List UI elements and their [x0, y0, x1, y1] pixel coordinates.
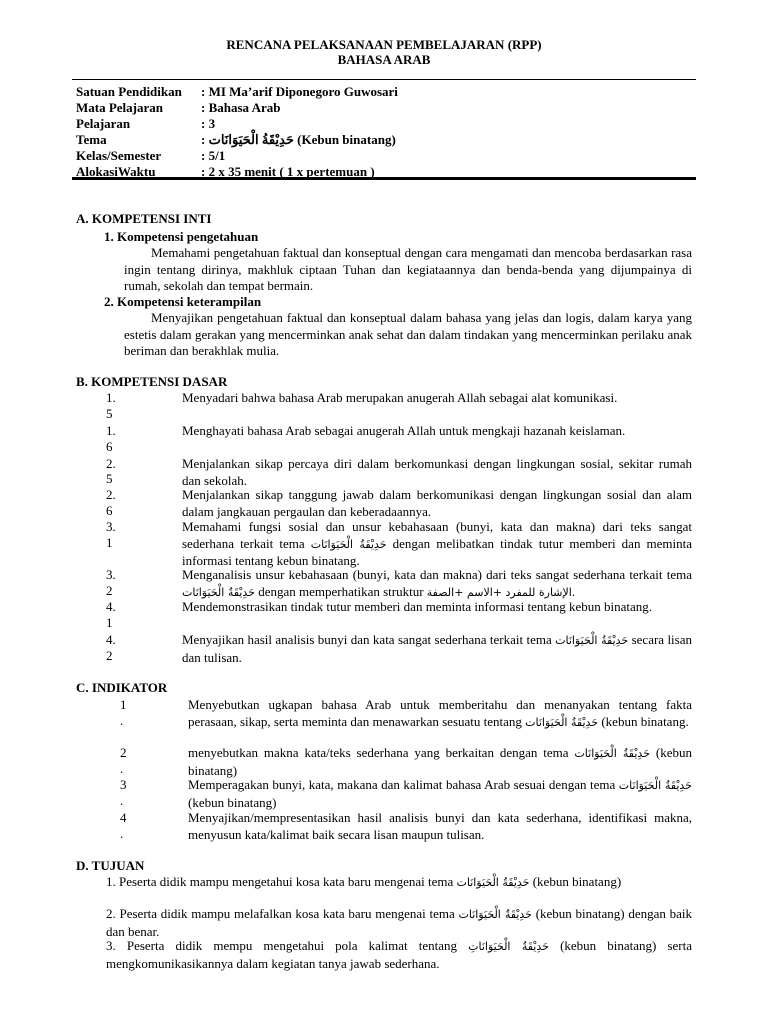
- arabic-theme: حَدِيْقَةُ الْحَيَوَانَات: [456, 876, 530, 889]
- kd-number: 6: [106, 439, 113, 454]
- arabic-theme: حَدِيْقَةُ الْحَيَوَانَات: [555, 634, 629, 647]
- goal-item: 1. Peserta didik mampu mengetahui kosa kata baru mengenai tema حَدِيْقَةُ الْحَيَوَانَات (kebun binatang): [106, 874, 622, 889]
- info-label: Kelas/Semester: [76, 148, 162, 163]
- indicator-number: 3: [120, 777, 127, 792]
- kd-number: 2.: [106, 456, 116, 471]
- kd-item: Menganalisis unsur kebahasaan (bunyi, kata dan makna) dari teks sangat sederhana terkait tema حَدِيْقَةُ الْحَيَوَانَات dengan memperhatikan struktur الإشارة للمفرد +الاسم +الصفة.: [182, 567, 692, 599]
- indicator-number: 4: [120, 810, 127, 825]
- goal-item: 3. Peserta didik mempu mengetahui pola kalimat tentang حَدِيْقَةُ الْحَيَوَانَاتِ (kebun binatang) serta mengkomunikasikannya dalam kegiatan tanya jawab sederhana.: [106, 938, 693, 971]
- kd-item: Menghayati bahasa Arab sebagai anugerah Allah untuk mengkaji hazanah keislaman.: [182, 423, 626, 438]
- info-value: : Bahasa Arab: [201, 100, 281, 115]
- indicator-item: menyebutkan makna kata/teks sederhana yang berkaitan dengan tema حَدِيْقَةُ الْحَيَوَانَات (kebun binatang): [188, 745, 692, 778]
- arabic-theme: حَدِيْقَةُ الْحَيَوَانَات: [574, 747, 650, 760]
- indicator-item: Menyebutkan ugkapan bahasa Arab untuk memberitahu dan menanyakan tentang fakta perasaan, sikap, serta meminta dan menawarkan sesuatu tentang حَدِيْقَةُ الْحَيَوَانَات (kebun binatang.: [188, 697, 692, 729]
- info-value: : 5/1: [201, 148, 226, 163]
- kd-number: 2: [106, 583, 113, 598]
- document-title: RENCANA PELAKSANAAN PEMBELAJARAN (RPP): [226, 37, 542, 52]
- arabic-theme: حَدِيْقَةُ الْحَيَوَانَات: [182, 585, 255, 599]
- kd-number: 1.: [106, 423, 116, 438]
- indicator-number: .: [120, 826, 124, 841]
- kd-item: Menjalankan sikap tanggung jawab dalam berkomunikasi dengan lingkungan sosial dan alam dalam jangkauan pergaulan dan keberadaannya.: [182, 487, 692, 519]
- info-value: : MI Ma’arif Diponegoro Guwosari: [201, 84, 398, 99]
- section-heading-kd: B. KOMPETENSI DASAR: [76, 374, 228, 389]
- kd-number: 1.: [106, 390, 116, 405]
- kd-number: 1: [106, 615, 113, 630]
- indicator-item: Memperagakan bunyi, kata, makana dan kalimat bahasa Arab sesuai dengan tema حَدِيْقَةُ الْحَيَوَانَات (kebun binatang): [188, 777, 693, 810]
- document-subtitle: BAHASA ARAB: [337, 52, 431, 67]
- ki-knowledge-text: Memahami pengetahuan faktual dan konseptual dengan cara mengamati dan mencoba berdasarkan rasa ingin tentang dirinya, makhluk ciptaan Tuhan dan kegiataannya dan benda-benda yang dijumpainya di rumah, sekolah dan tempat bermain.: [124, 245, 692, 293]
- kd-number: 3.: [106, 567, 116, 582]
- indicator-number: .: [120, 761, 124, 776]
- info-value: : 3: [201, 116, 216, 131]
- kd-number: 4.: [106, 599, 116, 614]
- kd-item: Memahami fungsi sosial dan unsur kebahasaan (bunyi, kata dan makna) dari teks sangat sederhana terkait tema حَدِيْقَةُ الْحَيَوَانَات dengan melibatkan tindak tutur memberi dan meminta informasi tentang kebun binatang.: [182, 519, 693, 568]
- arabic-theme: حَدِيْقَةُ الْحَيَوَانَات: [618, 779, 693, 792]
- section-heading-tujuan: D. TUJUAN: [76, 858, 145, 873]
- arabic-theme: حَدِيْقَةُ الْحَيَوَانَات: [310, 537, 387, 551]
- info-label: AlokasiWaktu: [76, 164, 156, 179]
- ki-knowledge-title: 1. Kompetensi pengetahuan: [104, 229, 259, 244]
- section-heading-indikator: C. INDIKATOR: [76, 680, 168, 695]
- kd-item: Menyajikan hasil analisis bunyi dan kata sangat sederhana terkait tema حَدِيْقَةُ الْحَيَوَانَات secara lisan dan tulisan.: [182, 632, 692, 665]
- arabic-structure: الإشارة للمفرد +الاسم +الصفة: [426, 585, 572, 599]
- top-rule: [72, 79, 696, 80]
- info-label: Satuan Pendidikan: [76, 84, 182, 99]
- kd-item: Mendemonstrasikan tindak tutur memberi dan meminta informasi tentang kebun binatang.: [182, 599, 653, 614]
- kd-number: 6: [106, 503, 113, 518]
- indicator-number: .: [120, 793, 124, 808]
- kd-item: Menyadari bahwa bahasa Arab merupakan anugerah Allah sebagai alat komunikasi.: [182, 390, 618, 405]
- ki-skill-text: Menyajikan pengetahuan faktual dan konseptual dalam bahasa yang jelas dan logis, dalam karya yang estetis dalam gerakan yang mencerminkan anak sehat dan dalam tindakan yang mencerminkan perilaku anak beriman dan berakhlak mulia.: [124, 310, 692, 358]
- info-label: Pelajaran: [76, 116, 131, 131]
- info-value: : حَدِيْقَةُ الْحَيَوَانَات (Kebun binatang): [201, 132, 396, 147]
- kd-number: 5: [106, 406, 113, 421]
- kd-number: 5: [106, 471, 113, 486]
- kd-number: 4.: [106, 632, 116, 647]
- indicator-item: Menyajikan/mempresentasikan hasil analisis bunyi dan kata sederhana, identifikasi makna, menyusun kata/kalimat baik secara lisan maupun tulisan.: [188, 810, 692, 842]
- arabic-theme: حَدِيْقَةُ الْحَيَوَانَات: [458, 908, 532, 921]
- info-label: Tema: [76, 132, 107, 147]
- kd-number: 2.: [106, 487, 116, 502]
- arabic-theme: حَدِيْقَةُ الْحَيَوَانَات: [525, 715, 599, 729]
- kd-number: 2: [106, 648, 113, 663]
- section-heading-ki: A. KOMPETENSI INTI: [76, 211, 212, 226]
- indicator-number: .: [120, 713, 124, 728]
- ki-skill-title: 2. Kompetensi keterampilan: [104, 294, 262, 309]
- header-thick-rule: [72, 177, 696, 180]
- kd-item: Menjalankan sikap percaya diri dalam berkomunkasi dengan lingkungan sosial, sekitar rumah dan sekolah.: [182, 456, 692, 488]
- kd-number: 1: [106, 535, 113, 550]
- info-label: Mata Pelajaran: [76, 100, 164, 115]
- arabic-theme: حَدِيْقَةُ الْحَيَوَانَاتِ: [468, 940, 549, 953]
- goal-item: 2. Peserta didik mampu melafalkan kosa kata baru mengenai tema حَدِيْقَةُ الْحَيَوَانَات (kebun binatang) dengan baik dan benar.: [106, 906, 693, 939]
- info-value: : 2 x 35 menit ( 1 x pertemuan ): [201, 164, 375, 179]
- indicator-number: 1: [120, 697, 127, 712]
- indicator-number: 2: [120, 745, 127, 760]
- kd-number: 3.: [106, 519, 116, 534]
